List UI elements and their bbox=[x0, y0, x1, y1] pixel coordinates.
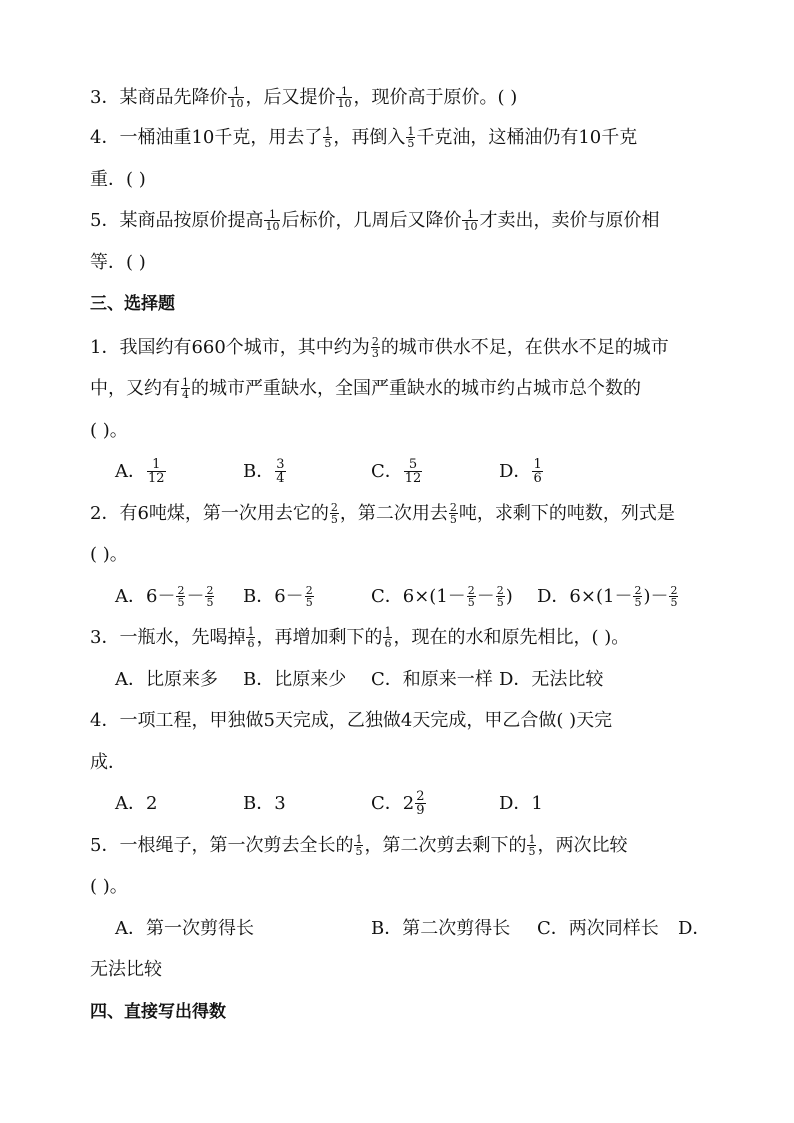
question-text: 一根绳子，第一次剪去全长的 bbox=[119, 835, 354, 856]
option-a[interactable]: A．2 bbox=[115, 793, 158, 814]
question-text: 一项工程，甲独做5天完成，乙独做4天完成，甲乙合做( )天完 bbox=[119, 710, 613, 731]
option-c[interactable]: C．2 $\frac{2}{9}$ bbox=[371, 788, 425, 818]
option-c[interactable]: C．和原来一样 bbox=[371, 669, 493, 690]
question-text: 中，又约有 bbox=[90, 378, 180, 399]
question-number: 4． bbox=[90, 710, 120, 731]
question-text: ，再倒入 bbox=[333, 127, 406, 148]
question-text: ，第二次用去 bbox=[339, 503, 448, 524]
option-a[interactable]: A． $\frac{1}{12}$ bbox=[115, 456, 165, 486]
question-number: 3． bbox=[90, 87, 120, 108]
question-text: ，现价高于原价。( ) bbox=[353, 87, 518, 108]
question-number: 1． bbox=[90, 337, 120, 358]
judgement-q3 bbox=[90, 84, 517, 112]
fraction: $\frac{1}{6}$ bbox=[384, 624, 392, 650]
mc-q5 bbox=[90, 832, 627, 860]
question-number: 3． bbox=[90, 627, 120, 648]
fraction: $\frac{1}{5}$ bbox=[324, 124, 332, 150]
option-a[interactable]: A．6－ $\frac{2}{5}$ － $\frac{2}{5}$ bbox=[115, 583, 214, 609]
question-text: 有6吨煤，第一次用去它的 bbox=[119, 503, 329, 524]
question-text: ，后又提价 bbox=[245, 87, 336, 108]
question-text: ，现在的水和原先相比，( )。 bbox=[393, 627, 630, 648]
judgement-q5-cont: 等．( ) bbox=[90, 252, 146, 273]
option-d[interactable]: D． bbox=[678, 918, 711, 939]
question-text: 吨，求剩下的吨数，列式是 bbox=[458, 503, 675, 524]
fraction: $\frac{1}{5}$ bbox=[528, 832, 536, 858]
question-number: 5． bbox=[90, 210, 120, 231]
question-text: ，再增加剩下的 bbox=[256, 627, 383, 648]
fraction: $\frac{1}{4}$ bbox=[182, 375, 189, 401]
question-text: 某商品按原价提高 bbox=[119, 210, 264, 231]
question-text: 才卖出，卖价与原价相 bbox=[479, 210, 660, 231]
question-text: ，第二次剪去剩下的 bbox=[364, 835, 527, 856]
question-text: ，两次比较 bbox=[537, 835, 628, 856]
option-d-cont[interactable]: 无法比较 bbox=[90, 959, 162, 980]
question-text: 我国约有660个城市，其中约为 bbox=[119, 337, 370, 358]
option-a[interactable]: A．比原来多 bbox=[115, 669, 218, 690]
mc-q4 bbox=[90, 707, 612, 735]
question-number: 5． bbox=[90, 835, 120, 856]
option-c[interactable]: C． $\frac{5}{12}$ bbox=[371, 456, 422, 486]
question-text: 的城市供水不足，在供水不足的城市 bbox=[380, 337, 669, 358]
mc-q1 bbox=[90, 334, 669, 362]
option-b[interactable]: B． $\frac{3}{4}$ bbox=[243, 456, 285, 486]
mc-q1-cont bbox=[90, 375, 641, 403]
option-c[interactable]: C．两次同样长 bbox=[537, 918, 659, 939]
section-heading: 三、选择题 bbox=[90, 294, 175, 314]
question-text: 一桶油重10千克，用去了 bbox=[119, 127, 323, 148]
option-c[interactable]: C．6×(1－ $\frac{2}{5}$ － $\frac{2}{5}$ ) bbox=[371, 583, 513, 609]
option-b[interactable]: B．3 bbox=[243, 793, 286, 814]
mc-q2-paren: ( )。 bbox=[90, 544, 128, 565]
fraction: $\frac{2}{3}$ bbox=[371, 334, 379, 360]
mc-q2 bbox=[90, 500, 675, 528]
mc-q3 bbox=[90, 624, 629, 652]
fraction: $\frac{1}{10}$ bbox=[463, 207, 478, 233]
option-b[interactable]: B．比原来少 bbox=[243, 669, 347, 690]
question-text: 后标价，几周后又降价 bbox=[281, 210, 462, 231]
fraction: $\frac{2}{5}$ bbox=[449, 500, 457, 526]
question-number: 4． bbox=[90, 127, 120, 148]
judgement-q4 bbox=[90, 124, 637, 152]
question-text: 一瓶水，先喝掉 bbox=[119, 627, 246, 648]
mc-q4-cont: 成． bbox=[90, 752, 126, 773]
fraction: $\frac{1}{5}$ bbox=[407, 124, 415, 150]
fraction: $\frac{1}{5}$ bbox=[355, 832, 363, 858]
fraction: $\frac{1}{10}$ bbox=[337, 84, 352, 110]
judgement-q5 bbox=[90, 207, 659, 235]
fraction: $\frac{1}{6}$ bbox=[247, 624, 255, 650]
mc-q5-paren: ( )。 bbox=[90, 876, 128, 897]
section-heading: 四、直接写出得数 bbox=[90, 1002, 226, 1022]
question-text: 千克油，这桶油仍有10千克 bbox=[416, 127, 638, 148]
question-text: 的城市严重缺水，全国严重缺水的城市约占城市总个数的 bbox=[191, 378, 641, 399]
option-a[interactable]: A．第一次剪得长 bbox=[115, 918, 254, 939]
question-text: 某商品先降价 bbox=[119, 87, 228, 108]
fraction: $\frac{1}{10}$ bbox=[229, 84, 244, 110]
option-b[interactable]: B．第二次剪得长 bbox=[371, 918, 511, 939]
option-d[interactable]: D．6×(1－ $\frac{2}{5}$ )－ $\frac{2}{5}$ bbox=[537, 583, 678, 609]
fraction: $\frac{2}{5}$ bbox=[330, 500, 338, 526]
option-b[interactable]: B．6－ $\frac{2}{5}$ bbox=[243, 583, 313, 609]
option-d[interactable]: D．1 bbox=[499, 793, 543, 814]
option-d[interactable]: D． $\frac{1}{6}$ bbox=[499, 456, 542, 486]
option-d[interactable]: D．无法比较 bbox=[499, 669, 604, 690]
judgement-q4-cont: 重．( ) bbox=[90, 169, 146, 190]
fraction: $\frac{1}{10}$ bbox=[265, 207, 280, 233]
question-number: 2． bbox=[90, 503, 120, 524]
mc-q1-paren: ( )。 bbox=[90, 420, 128, 441]
